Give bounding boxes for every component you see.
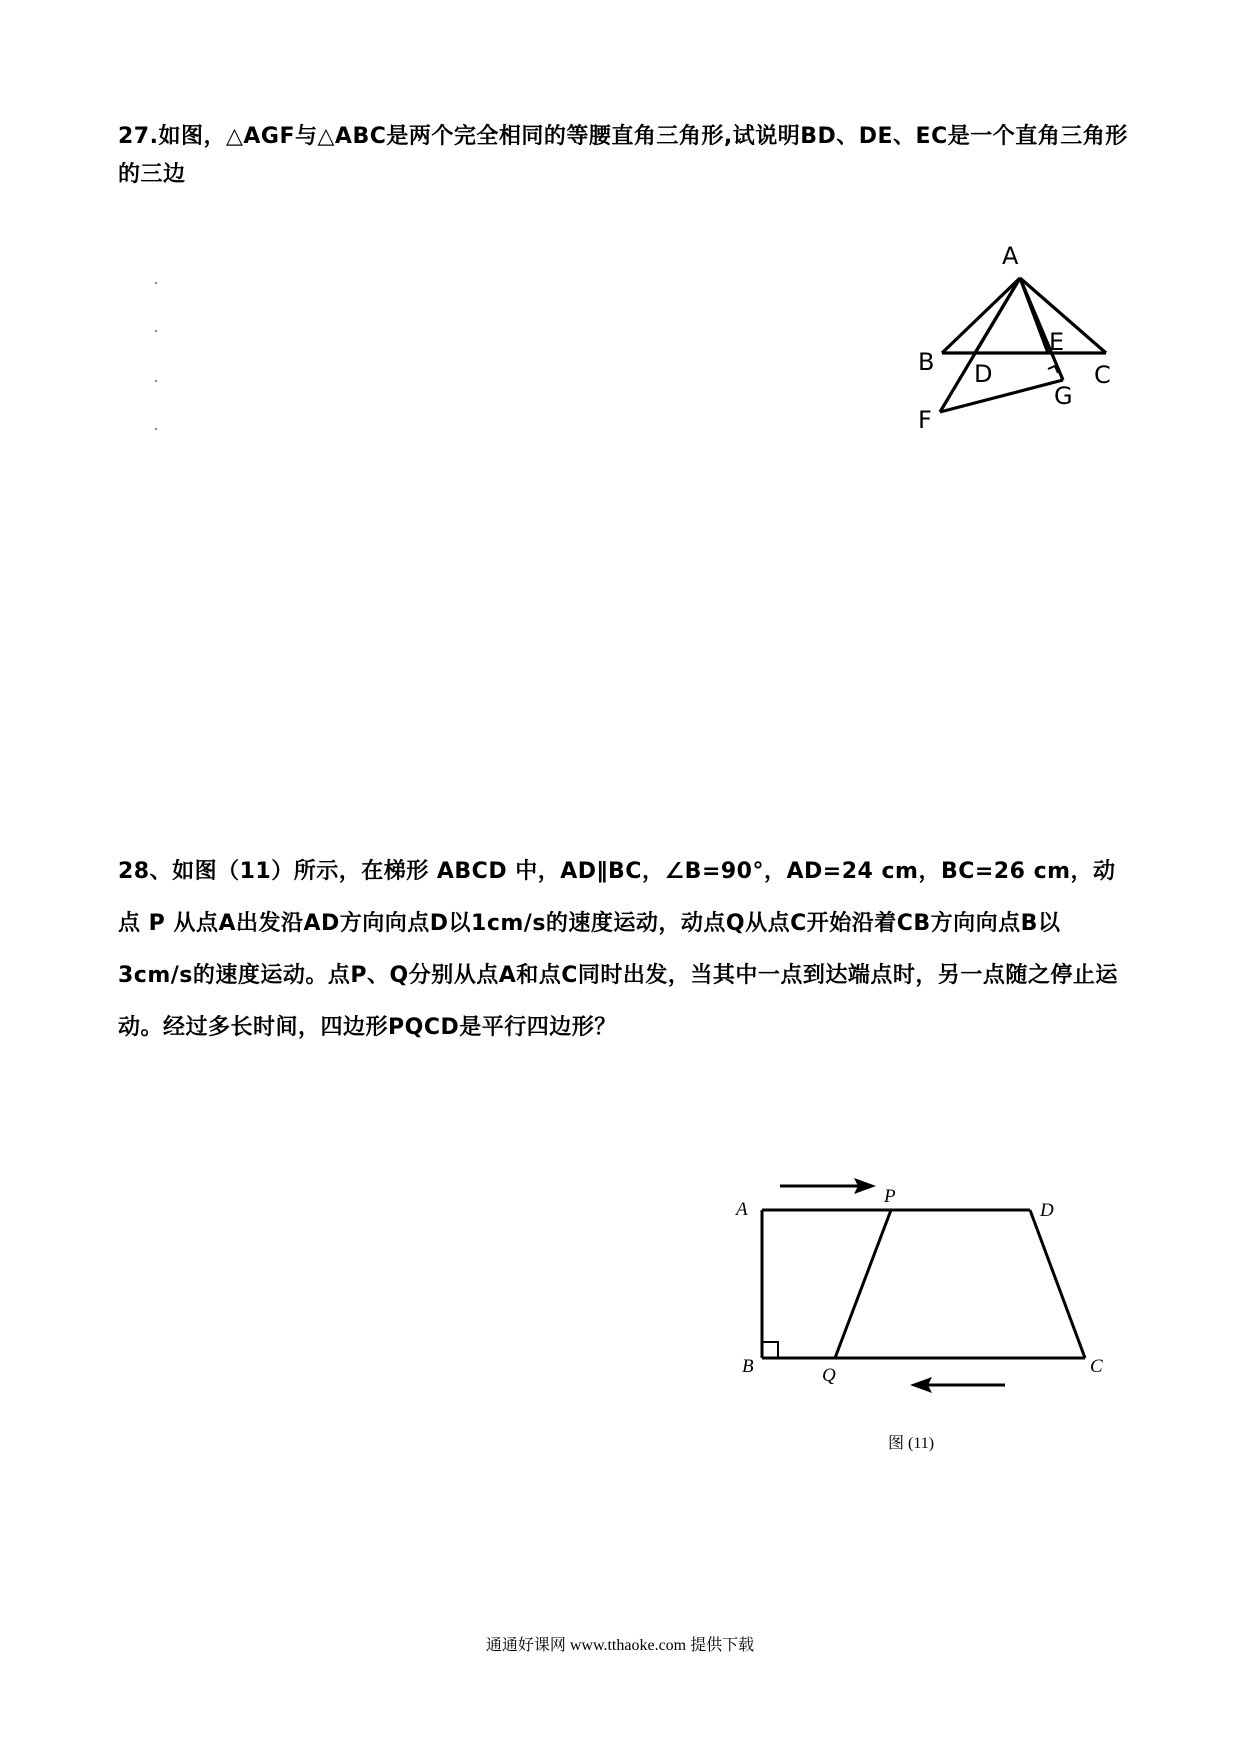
label-f: F [918, 406, 932, 434]
label-b: B [742, 1356, 754, 1377]
right-angle-mark [762, 1342, 778, 1358]
question-28-text: 28、如图（11）所示，在梯形 ABCD 中，AD∥BC，∠B=90°，AD=24 cm，BC=26 cm，动点 P 从点A出发沿AD方向向点D以1cm/s的速度运动，动点Q从点C开始沿着CB方向向点B以3cm/s的速度运动。点P、Q分别从点A和点C同时出发，当其中一点到达端点时，另一点随之停止运动。经过多长时间，四边形PQCD是平行四边形？ [118, 859, 1118, 1040]
segment-dc [1030, 1210, 1085, 1358]
label-q: Q [822, 1365, 836, 1386]
segment-ag [1020, 278, 1063, 380]
label-d: D [974, 360, 993, 388]
label-c: C [1094, 361, 1111, 389]
label-e: E [1049, 328, 1065, 356]
segment-ae [1020, 278, 1048, 353]
label-b: B [918, 348, 935, 376]
label-p: P [884, 1186, 896, 1207]
answer-dot [155, 380, 157, 382]
answer-dot [155, 330, 157, 332]
figure-caption: 图 (11) [888, 1435, 935, 1452]
arrow-right-icon [780, 1178, 876, 1194]
label-g: G [1054, 382, 1073, 410]
answer-dot [155, 428, 157, 430]
segment-af [940, 278, 1020, 412]
segment-ac [1020, 278, 1106, 353]
label-d: D [1040, 1200, 1054, 1221]
segment-pq [835, 1210, 891, 1358]
arrow-left-icon [910, 1377, 1005, 1393]
page-footer: 通通好课网 www.tthaoke.com 提供下载 [485, 1637, 755, 1654]
segment-ad [975, 278, 1020, 353]
segment-fg [940, 380, 1063, 412]
question-27-text: 27.如图，△AGF与△ABC是两个完全相同的等腰直角三角形,试说明BD、DE、EC是一个直角三角形的三边 [118, 124, 1128, 187]
label-c: C [1090, 1356, 1103, 1377]
right-angle-mark [1048, 366, 1058, 373]
answer-dot [155, 282, 157, 284]
segment-ab [942, 278, 1020, 353]
label-a: A [736, 1199, 748, 1220]
label-a: A [1002, 242, 1019, 270]
